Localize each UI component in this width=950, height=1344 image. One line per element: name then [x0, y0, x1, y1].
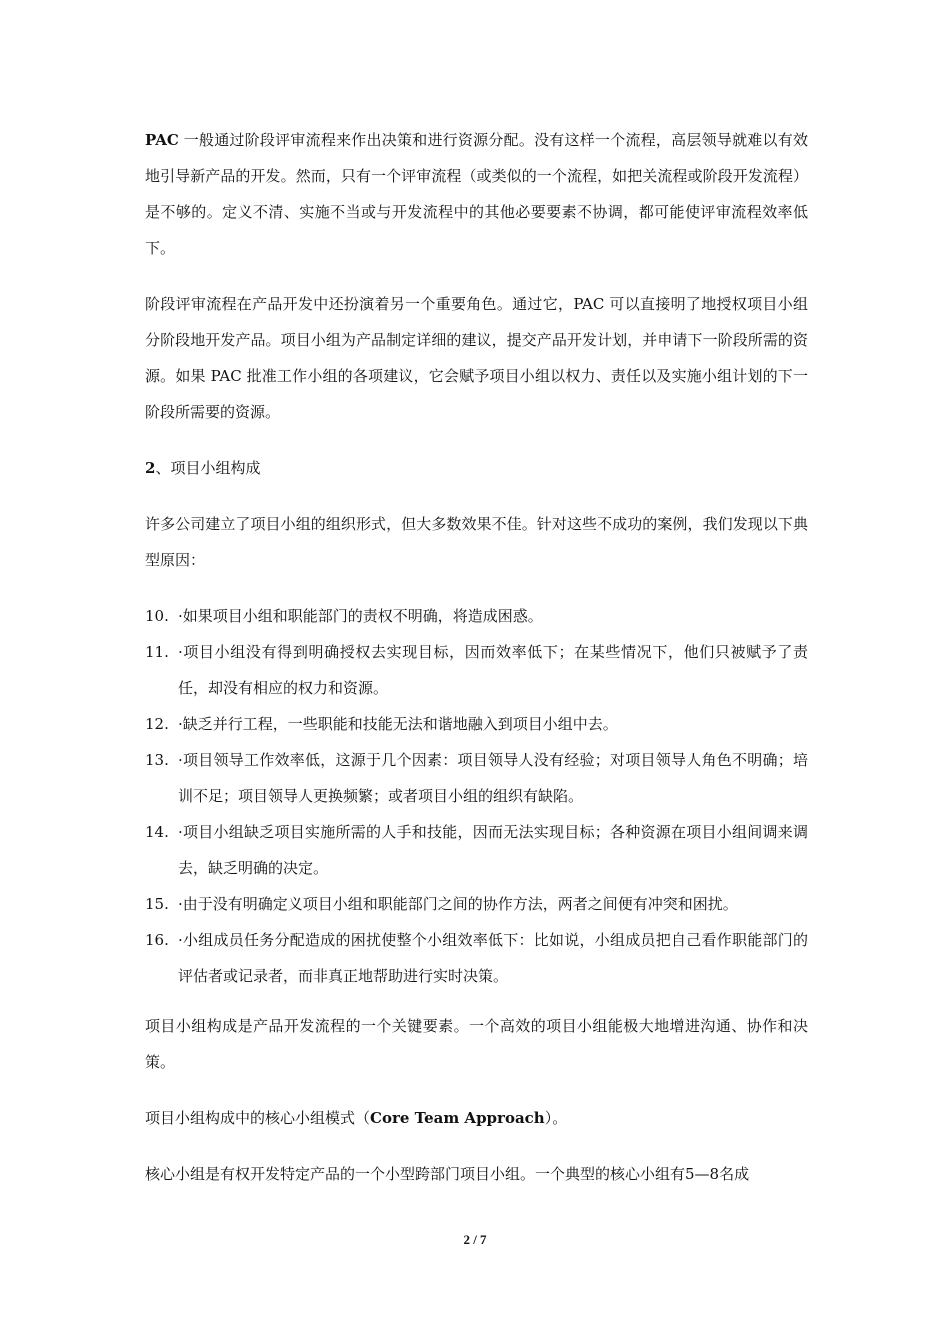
- list-item: [145, 706, 808, 742]
- list-item: [145, 814, 808, 886]
- section-heading: [145, 450, 808, 486]
- list-item-text: ·项目小组没有得到明确授权去实现目标，因而效率低下；在某些情况下，他们只被赋予了责任，却没有相应的权力和资源。: [178, 643, 808, 697]
- section-number: 2: [145, 459, 156, 477]
- list-item-text: ·缺乏并行工程，一些职能和技能无法和谐地融入到项目小组中去。: [178, 715, 618, 733]
- pac-term: PAC: [145, 131, 179, 149]
- list-item-text: ·项目领导工作效率低，这源于几个因素：项目领导人没有经验；对项目领导人角色不明确；培训不足；项目领导人更换频繁；或者项目小组的组织有缺陷。: [178, 751, 808, 805]
- paragraph-text: 一般通过阶段评审流程来作出决策和进行资源分配。没有这样一个流程，高层领导就难以有效地引导新产品的开发。然而，只有一个评审流程（或类似的一个流程，如把关流程或阶段开发流程）是不够的。定义不清、实施不当或与开发流程中的其他必要要素不协调，都可能使评审流程效率低下。: [145, 131, 808, 257]
- page-indicator: 2 / 7: [463, 1232, 487, 1247]
- list-item: [145, 742, 808, 814]
- list-item: [145, 598, 808, 634]
- list-item-number: 16.: [145, 931, 169, 949]
- paragraph-core-team-definition: 核心小组是有权开发特定产品的一个小型跨部门项目小组。一个典型的核心小组有5—8名成: [145, 1165, 750, 1183]
- paragraph-core-team-approach: [145, 1100, 808, 1136]
- list-item-number: 14.: [145, 823, 169, 841]
- document-page: [145, 122, 808, 1312]
- list-item-number: 10.: [145, 607, 169, 625]
- list-item-number: 11.: [145, 643, 169, 661]
- core-team-approach-term: Core Team Approach: [370, 1109, 545, 1127]
- list-item: [145, 886, 808, 922]
- paragraph-text: ）。: [544, 1109, 568, 1127]
- list-item: [145, 922, 808, 994]
- paragraph-team-structure: 项目小组构成是产品开发流程的一个关键要素。一个高效的项目小组能极大地增进沟通、协作和决策。: [145, 1017, 808, 1071]
- paragraph-text: 项目小组构成中的核心小组模式（: [145, 1109, 371, 1127]
- list-item-number: 13.: [145, 751, 169, 769]
- list-item-number: 12.: [145, 715, 169, 733]
- paragraph-pac-review: [145, 122, 808, 266]
- list-item-text: ·项目小组缺乏项目实施所需的人手和技能，因而无法实现目标；各种资源在项目小组间调来调去，缺乏明确的决定。: [178, 823, 808, 877]
- paragraph-stage-review-role: 阶段评审流程在产品开发中还扮演着另一个重要角色。通过它，PAC 可以直接明了地授权项目小组分阶段地开发产品。项目小组为产品制定详细的建议，提交产品开发计划，并申请下一阶段所需的资源。如果 PAC 批准工作小组的各项建议，它会赋予项目小组以权力、责任以及实施小组计划的下一阶段所需要的资源。: [145, 295, 808, 421]
- list-item-text: ·如果项目小组和职能部门的责权不明确，将造成困惑。: [178, 607, 543, 625]
- list-item: [145, 634, 808, 706]
- paragraph-failure-causes-intro: 许多公司建立了项目小组的组织形式，但大多数效果不佳。针对这些不成功的案例，我们发现以下典型原因：: [145, 515, 808, 569]
- list-item-number: 15.: [145, 895, 169, 913]
- failure-reasons-list: [145, 598, 808, 994]
- list-item-text: ·由于没有明确定义项目小组和职能部门之间的协作方法，两者之间便有冲突和困扰。: [178, 895, 738, 913]
- list-item-text: ·小组成员任务分配造成的困扰使整个小组效率低下：比如说，小组成员把自己看作职能部门的评估者或记录者，而非真正地帮助进行实时决策。: [178, 931, 808, 985]
- section-title: 、项目小组构成: [155, 459, 261, 477]
